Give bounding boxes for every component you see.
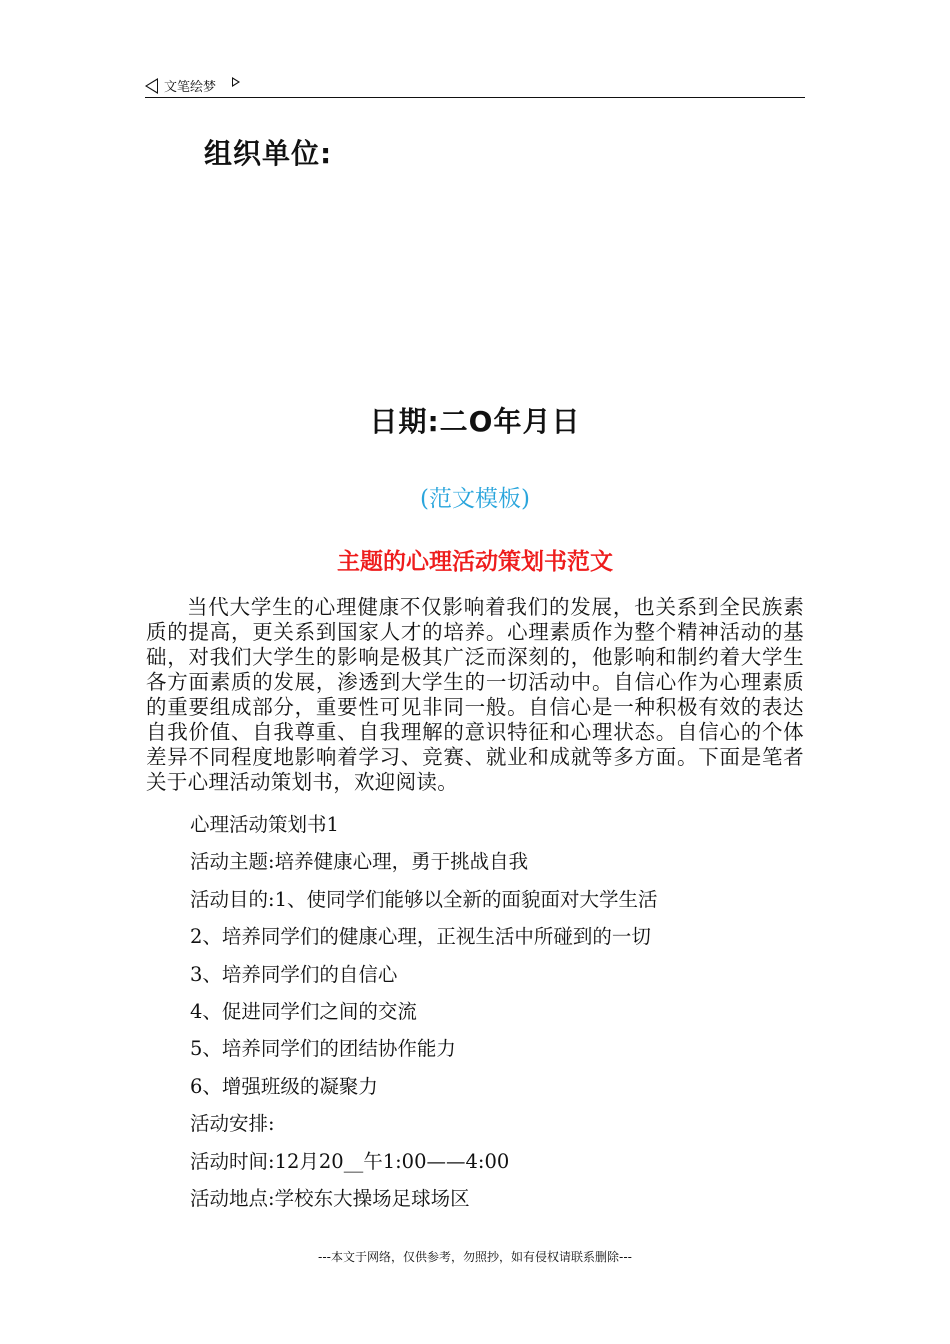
header-brand — [145, 76, 240, 95]
plan-line: 2、培养同学们的健康心理，正视生活中所碰到的一切 — [190, 925, 651, 949]
intro-paragraph: 当代大学生的心理健康不仅影响着我们的发展，也关系到全民族素质的提高，更关系到国家人才的培养。心理素质作为整个精神活动的基础，对我们大学生的影响是极其广泛而深刻的，他影响和制约着大学生各方面素质的发展，渗透到大学生的一切活动中。自信心作为心理素质的重要组成部分，重要性可见非同一般。自信心是一种积极有效的表达自我价值、自我尊重、自我理解的意识特征和心理状态。自信心的个体差异不同程度地影响着学习、竞赛、就业和成就等多方面。下面是笔者关于心理活动策划书，欢迎阅读。 — [146, 595, 804, 794]
plan-lines — [190, 806, 657, 1217]
plan-line: 心理活动策划书1 — [190, 813, 339, 836]
plan-line: 4、促进同学们之间的交流 — [190, 999, 417, 1023]
template-tag: (范文模板) — [420, 486, 530, 512]
plan-line: 活动目的:1、使同学们能够以全新的面貌面对大学生活 — [190, 887, 658, 911]
header-brand-text: 文笔绘梦 — [164, 80, 217, 95]
plan-line: 活动时间:12月20__午1:00——4:00 — [190, 1149, 510, 1173]
plan-line: 5、培养同学们的团结协作能力 — [190, 1037, 456, 1061]
page-footer: ---本文于网络，仅供参考，勿照抄，如有侵权请联系删除--- — [318, 1250, 632, 1264]
triangle-left-icon — [145, 78, 158, 94]
plan-line: 活动安排: — [190, 1112, 275, 1136]
page-header — [145, 74, 805, 98]
plan-line: 6、增强班级的凝聚力 — [190, 1074, 378, 1098]
plan-line: 活动主题:培养健康心理，勇于挑战自我 — [190, 850, 529, 874]
document-title: 主题的心理活动策划书范文 — [337, 549, 613, 575]
triangle-right-icon — [232, 77, 240, 87]
org-label: 组织单位: — [204, 137, 333, 170]
plan-line: 3、培养同学们的自信心 — [190, 962, 398, 986]
date-line: 日期:二O年月日 — [369, 405, 581, 438]
plan-line: 活动地点:学校东大操场足球场区 — [190, 1186, 470, 1210]
header-divider — [145, 97, 805, 98]
